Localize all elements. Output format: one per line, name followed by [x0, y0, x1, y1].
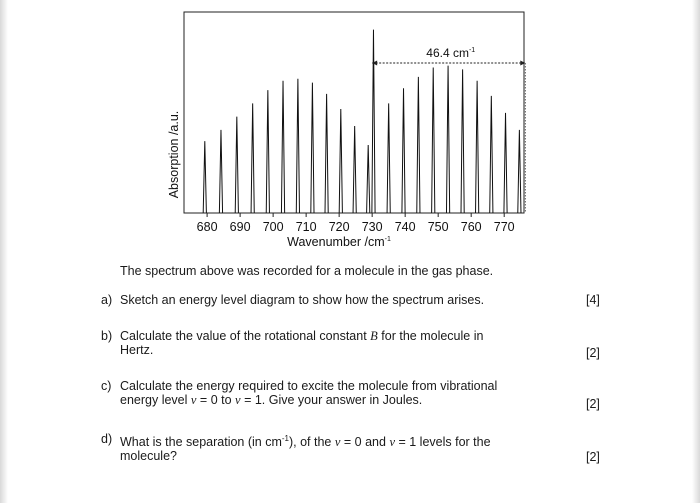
x-tick-label: 700: [262, 220, 284, 234]
question-d-text-pre: What is the separation (in cm: [120, 435, 282, 450]
x-tick-label: 680: [196, 220, 218, 234]
x-tick-label: 710: [295, 220, 317, 234]
x-tick-label: 760: [460, 220, 482, 234]
question-a-text: Sketch an energy level diagram to show how the spectrum arises.: [120, 293, 485, 307]
question-c-text-line2-pre: energy level: [120, 393, 188, 407]
peak-line: [281, 81, 284, 213]
peak-line: [446, 66, 449, 213]
x-tick-label: 720: [328, 220, 350, 234]
rotational-constant-symbol: B: [370, 329, 378, 343]
question-c-marks: [2]: [586, 397, 600, 411]
peak-line: [367, 145, 370, 213]
peak-line: [235, 117, 238, 213]
peak-line: [339, 109, 342, 213]
annotation-arrowhead-right: [520, 61, 525, 66]
question-b-text: [120, 329, 561, 357]
question-c-text: [120, 379, 561, 407]
vibrational-level-symbol: v: [389, 435, 395, 450]
x-axis-ticks: [197, 213, 515, 234]
peak-line: [203, 141, 206, 213]
question-d-text-mid: ), of the: [289, 435, 332, 450]
x-tick-label: 730: [361, 220, 383, 234]
peak-line: [311, 83, 314, 213]
page-edge-right: [692, 0, 700, 503]
peak-line: [461, 69, 464, 213]
x-axis-label: Wavenumber $/cm^{-1}$: [287, 235, 391, 249]
question-d: [101, 432, 561, 463]
question-c-eq1: = 1. Give your answer in Joules.: [240, 393, 423, 407]
question-d-marks: [2]: [586, 450, 600, 464]
peak-line: [325, 94, 328, 213]
question-d-sup: -1: [281, 434, 289, 443]
peak-line: [387, 103, 390, 213]
vibrational-level-symbol: v: [334, 435, 341, 450]
question-d-eq1: = 1 levels for the: [395, 435, 491, 450]
question-c-letter: c): [101, 379, 112, 393]
absorption-peaks: [203, 30, 521, 213]
peak-line: [353, 126, 356, 213]
x-tick-label: 770: [493, 220, 515, 234]
question-b-marks: [2]: [586, 346, 600, 360]
x-tick-label: 750: [427, 220, 449, 234]
peak-line: [402, 88, 405, 213]
question-d-text-line2: molecule?: [120, 449, 177, 464]
question-b-text-line2: Hertz.: [120, 343, 154, 357]
x-tick-label: 690: [229, 220, 251, 234]
peak-line: [490, 96, 493, 213]
question-d-text: [120, 432, 561, 463]
page-edge-left: [0, 0, 8, 503]
peak-line: [432, 67, 435, 213]
y-axis-label: Absorption /a.u.: [167, 110, 181, 199]
vibrational-level-symbol: v: [190, 393, 197, 407]
question-c-eq0: = 0 to: [196, 393, 236, 407]
peak-line: [504, 113, 507, 213]
vibrational-level-symbol: v: [235, 393, 241, 407]
peak-line: [417, 77, 420, 213]
annotation-label-sup: -1: [468, 47, 476, 54]
peak-line: [219, 130, 222, 213]
peak-line: [518, 130, 521, 213]
annotation-label: 46.4 $cm^{-1}$: [426, 46, 476, 60]
peak-line: [296, 79, 299, 213]
question-a: [101, 293, 561, 307]
question-c: [101, 379, 561, 407]
question-a-letter: a): [101, 293, 113, 307]
peak-line: [266, 90, 269, 213]
intro-text: The spectrum above was recorded for a molecule in the gas phase.: [120, 264, 494, 278]
question-c-text-line1: Calculate the energy required to excite the molecule from vibrational: [120, 379, 498, 393]
spectrum-chart: [160, 6, 540, 258]
question-a-marks: [4]: [586, 293, 600, 307]
peak-line: [372, 30, 375, 213]
question-b: [101, 329, 561, 357]
peak-line: [251, 103, 254, 213]
question-b-text-pre: Calculate the value of the rotational constant: [120, 329, 367, 343]
question-b-letter: b): [101, 329, 113, 343]
x-axis-label-sup: -1: [384, 236, 391, 243]
question-d-letter: d): [101, 432, 113, 446]
question-d-eq0: = 0 and: [340, 435, 390, 450]
question-b-text-post: for the molecule in: [381, 329, 484, 343]
peak-line: [476, 81, 479, 213]
x-tick-label: 740: [394, 220, 416, 234]
